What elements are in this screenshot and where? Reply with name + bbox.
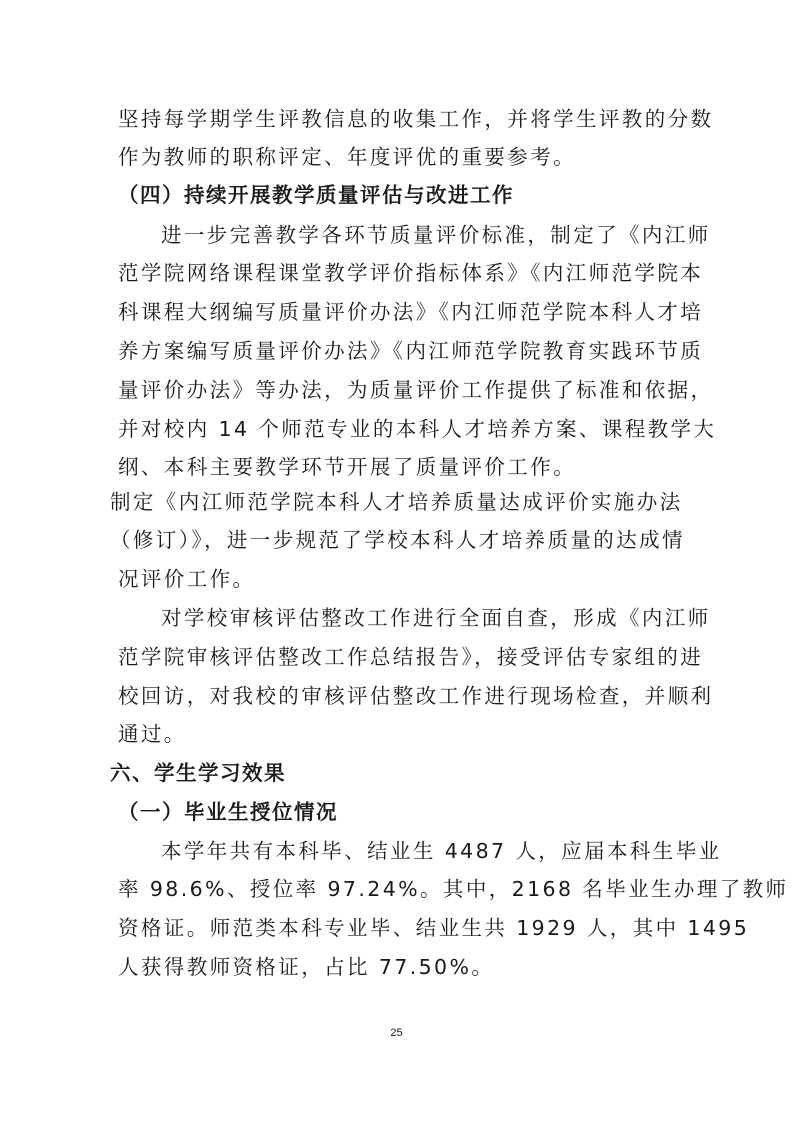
paragraph-line: 纲、本科主要教学环节开展了质量评价工作。 bbox=[118, 455, 576, 479]
paragraph-line: 坚持每学期学生评教信息的收集工作，并将学生评教的分数 bbox=[118, 107, 714, 131]
paragraph-line: 制定《内江师范学院本科人才培养质量达成评价实施办法 bbox=[110, 490, 683, 514]
paragraph-line: 况评价工作。 bbox=[118, 567, 256, 591]
paragraph-line: 养方案编写质量评价办法》《内江师范学院教育实践环节质 bbox=[118, 339, 704, 363]
paragraph-line: 率 98.6%、授位率 97.24%。其中，2168 名毕业生办理了教师 bbox=[118, 877, 789, 901]
paragraph-line: 通过。 bbox=[118, 722, 187, 746]
paragraph-line: 校回访，对我校的审核评估整改工作进行现场检查，并顺利 bbox=[118, 684, 714, 708]
paragraph-line: 科课程大纲编写质量评价办法》《内江师范学院本科人才培 bbox=[118, 300, 704, 324]
paragraph-line: 进一步完善教学各环节质量评价标准，制定了《内江师 bbox=[161, 223, 711, 247]
paragraph-line: （修订）》，进一步规范了学校本科人才培养质量的达成情 bbox=[110, 528, 685, 552]
paragraph-line: 范学院审核评估整改工作总结报告》，接受评估专家组的进 bbox=[118, 645, 704, 669]
paragraph-line: 人获得教师资格证，占比 77.50%。 bbox=[118, 955, 495, 979]
paragraph-line: 本学年共有本科毕、结业生 4487 人，应届本科生毕业 bbox=[161, 839, 722, 863]
paragraph-line: 并对校内 14 个师范专业的本科人才培养方案、课程教学大 bbox=[118, 417, 717, 441]
page-number: 25 bbox=[390, 1027, 403, 1039]
paragraph-line: 作为教师的职称评定、年度评优的重要参考。 bbox=[118, 145, 576, 169]
paragraph-line: 对学校审核评估整改工作进行全面自查，形成《内江师 bbox=[161, 606, 711, 630]
section-heading: （四）持续开展教学质量评估与改进工作 bbox=[118, 183, 514, 207]
chapter-heading: 六、学生学习效果 bbox=[110, 761, 286, 785]
section-heading: （一）毕业生授位情况 bbox=[118, 800, 338, 824]
paragraph-line: 范学院网络课程课堂教学评价指标体系》《内江师范学院本 bbox=[118, 261, 704, 285]
paragraph-line: 量评价办法》等办法，为质量评价工作提供了标准和依据， bbox=[118, 378, 714, 402]
paragraph-line: 资格证。师范类本科专业毕、结业生共 1929 人，其中 1495 bbox=[118, 916, 750, 940]
